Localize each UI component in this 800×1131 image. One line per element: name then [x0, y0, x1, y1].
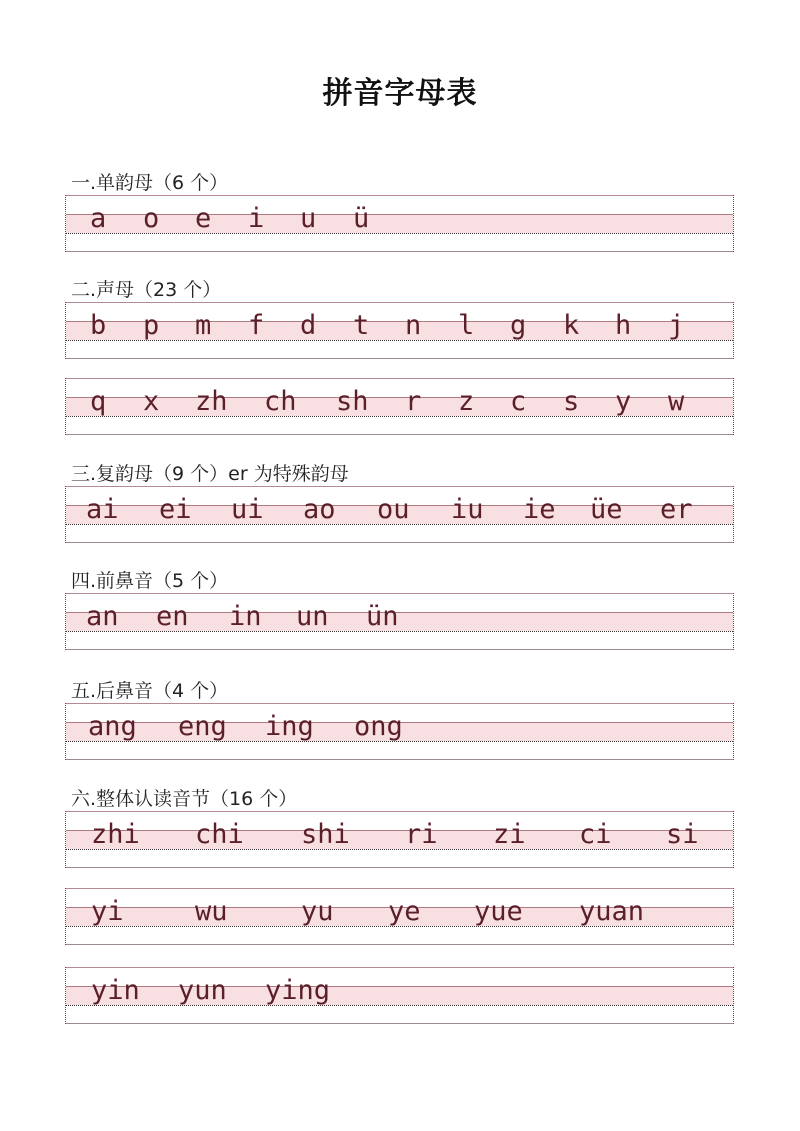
- writing-grid-row: [65, 703, 734, 760]
- pinyin-letter: s: [563, 386, 580, 417]
- pinyin-letter: ang: [88, 711, 137, 742]
- pinyin-letter: ri: [405, 819, 438, 850]
- pinyin-letter: p: [143, 310, 160, 341]
- writing-grid-row: [65, 302, 734, 359]
- pinyin-letter: ong: [354, 711, 403, 742]
- section-heading-whole-syllables: 六.整体认读音节（16 个）: [71, 788, 298, 810]
- pinyin-letter: z: [458, 386, 475, 417]
- pinyin-letter: x: [143, 386, 160, 417]
- pinyin-letter: en: [156, 601, 189, 632]
- pinyin-letter: chi: [195, 819, 244, 850]
- pinyin-letter: er: [660, 494, 693, 525]
- section-heading-back-nasals: 五.后鼻音（4 个）: [71, 680, 229, 702]
- pinyin-letter: y: [615, 386, 632, 417]
- pinyin-letter: ying: [265, 975, 331, 1006]
- pinyin-letter: iu: [451, 494, 484, 525]
- section-heading-front-nasals: 四.前鼻音（5 个）: [71, 570, 229, 592]
- writing-grid-row: [65, 811, 734, 868]
- pinyin-letter: l: [458, 310, 475, 341]
- writing-grid-row: [65, 888, 734, 945]
- pinyin-letter: ai: [86, 494, 119, 525]
- pinyin-letter: n: [405, 310, 422, 341]
- pinyin-letter: zh: [195, 386, 228, 417]
- pinyin-letter: ü: [353, 203, 370, 234]
- pinyin-letter: si: [666, 819, 699, 850]
- writing-grid-row: [65, 593, 734, 650]
- pinyin-letter: ch: [264, 386, 297, 417]
- pinyin-letter: yuan: [579, 896, 645, 927]
- page-title: 拼音字母表: [322, 76, 478, 111]
- pinyin-letter: yue: [474, 896, 523, 927]
- section-heading-compound-finals: 三.复韵母（9 个）er 为特殊韵母: [71, 463, 349, 485]
- pinyin-letter: yun: [178, 975, 227, 1006]
- pinyin-letter: shi: [301, 819, 350, 850]
- pinyin-letter: e: [195, 203, 212, 234]
- pinyin-letter: ing: [265, 711, 314, 742]
- pinyin-letter: o: [143, 203, 160, 234]
- pinyin-letter: yi: [91, 896, 124, 927]
- pinyin-letter: yin: [91, 975, 140, 1006]
- pinyin-letter: f: [248, 310, 265, 341]
- pinyin-letter: an: [86, 601, 119, 632]
- pinyin-letter: sh: [336, 386, 369, 417]
- pinyin-letter: c: [510, 386, 527, 417]
- pinyin-letter: m: [195, 310, 212, 341]
- pinyin-letter: d: [300, 310, 317, 341]
- pinyin-letter: i: [248, 203, 265, 234]
- pinyin-letter: j: [668, 310, 685, 341]
- pinyin-letter: ye: [388, 896, 421, 927]
- writing-grid-row: [65, 195, 734, 252]
- pinyin-letter: wu: [195, 896, 228, 927]
- pinyin-letter: zi: [493, 819, 526, 850]
- pinyin-letter: ou: [377, 494, 410, 525]
- pinyin-letter: zhi: [91, 819, 140, 850]
- section-heading-single-finals: 一.单韵母（6 个）: [71, 172, 229, 194]
- pinyin-letter: un: [296, 601, 329, 632]
- pinyin-letter: in: [229, 601, 262, 632]
- pinyin-letter: eng: [178, 711, 227, 742]
- pinyin-letter: ao: [303, 494, 336, 525]
- pinyin-letter: a: [90, 203, 107, 234]
- pinyin-letter: u: [300, 203, 317, 234]
- pinyin-letter: yu: [301, 896, 334, 927]
- pinyin-letter: ei: [159, 494, 192, 525]
- section-heading-initials: 二.声母（23 个）: [71, 279, 222, 301]
- pinyin-letter: ci: [579, 819, 612, 850]
- pinyin-letter: ie: [523, 494, 556, 525]
- pinyin-letter: w: [668, 386, 685, 417]
- writing-grid-row: [65, 967, 734, 1024]
- writing-grid-row: [65, 378, 734, 435]
- pinyin-letter: g: [510, 310, 527, 341]
- pinyin-letter: r: [405, 386, 422, 417]
- pinyin-letter: k: [563, 310, 580, 341]
- pinyin-letter: b: [90, 310, 107, 341]
- pinyin-letter: t: [353, 310, 370, 341]
- pinyin-letter: üe: [590, 494, 623, 525]
- writing-grid-row: [65, 486, 734, 543]
- pinyin-letter: h: [615, 310, 632, 341]
- pinyin-letter: ün: [366, 601, 399, 632]
- pinyin-letter: ui: [231, 494, 264, 525]
- pinyin-letter: q: [90, 386, 107, 417]
